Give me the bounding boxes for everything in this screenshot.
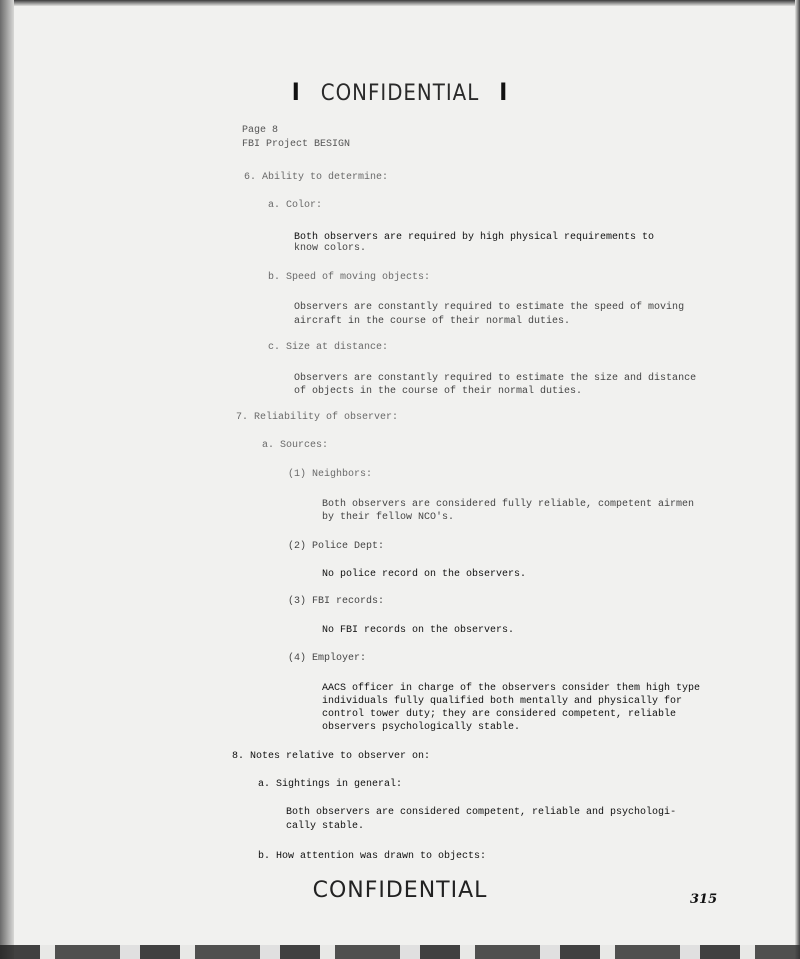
body-line: observers psychologically stable.	[322, 722, 521, 733]
classification-label: CONFIDENTIAL	[320, 81, 480, 106]
classification-header	[0, 78, 800, 106]
page-label: Page 8	[242, 125, 279, 136]
subsection-heading: b. How attention was drawn to objects:	[258, 851, 487, 862]
classification-footer: CONFIDENTIAL	[312, 878, 488, 903]
scan-edge-top	[0, 0, 800, 6]
section-heading: 6. Ability to determine:	[244, 172, 389, 183]
subsection-heading: a. Sources:	[262, 440, 329, 451]
subitem-heading: (3) FBI records:	[288, 596, 385, 607]
body-line: Observers are constantly required to estimate the speed of moving	[294, 302, 685, 313]
section-heading: 7. Reliability of observer:	[236, 412, 399, 423]
body-line: No police record on the observers.	[322, 569, 527, 580]
scan-edge-left	[0, 0, 14, 959]
section-heading: 8. Notes relative to observer on:	[232, 751, 431, 762]
subitem-heading: (2) Police Dept:	[288, 541, 385, 552]
project-label: FBI Project BESIGN	[242, 139, 351, 150]
scan-edge-bottom	[0, 945, 800, 959]
subsection-heading: a. Sightings in general:	[258, 779, 403, 790]
body-line: know colors.	[294, 243, 367, 254]
body-line: of objects in the course of their normal duties.	[294, 386, 583, 397]
scan-edge-right	[795, 0, 800, 959]
body-line: cally stable.	[286, 821, 365, 832]
body-line: by their fellow NCO's.	[322, 512, 455, 523]
body-line: Both observers are required by high physical requirements to	[294, 232, 655, 243]
document-meta	[242, 124, 350, 152]
header-mark-left: I	[291, 78, 301, 106]
subsection-heading: b. Speed of moving objects:	[268, 272, 431, 283]
body-line: Observers are constantly required to estimate the size and distance	[294, 373, 697, 384]
body-line: Both observers are considered competent, reliable and psychologi-	[286, 807, 677, 818]
body-line: individuals fully qualified both mentally and physically for	[322, 696, 683, 707]
body-line: control tower duty; they are considered competent, reliable	[322, 709, 677, 720]
subsection-heading: a. Color:	[268, 200, 323, 211]
subitem-heading: (1) Neighbors:	[288, 469, 373, 480]
body-line: Both observers are considered fully reliable, competent airmen	[322, 499, 695, 510]
header-mark-right: I	[499, 78, 509, 106]
body-line: AACS officer in charge of the observers consider them high type	[322, 683, 701, 694]
subitem-heading: (4) Employer:	[288, 653, 367, 664]
subsection-heading: c. Size at distance:	[268, 342, 389, 353]
body-line: aircraft in the course of their normal duties.	[294, 316, 571, 327]
page-number: 315	[690, 892, 718, 907]
body-line: No FBI records on the observers.	[322, 625, 515, 636]
